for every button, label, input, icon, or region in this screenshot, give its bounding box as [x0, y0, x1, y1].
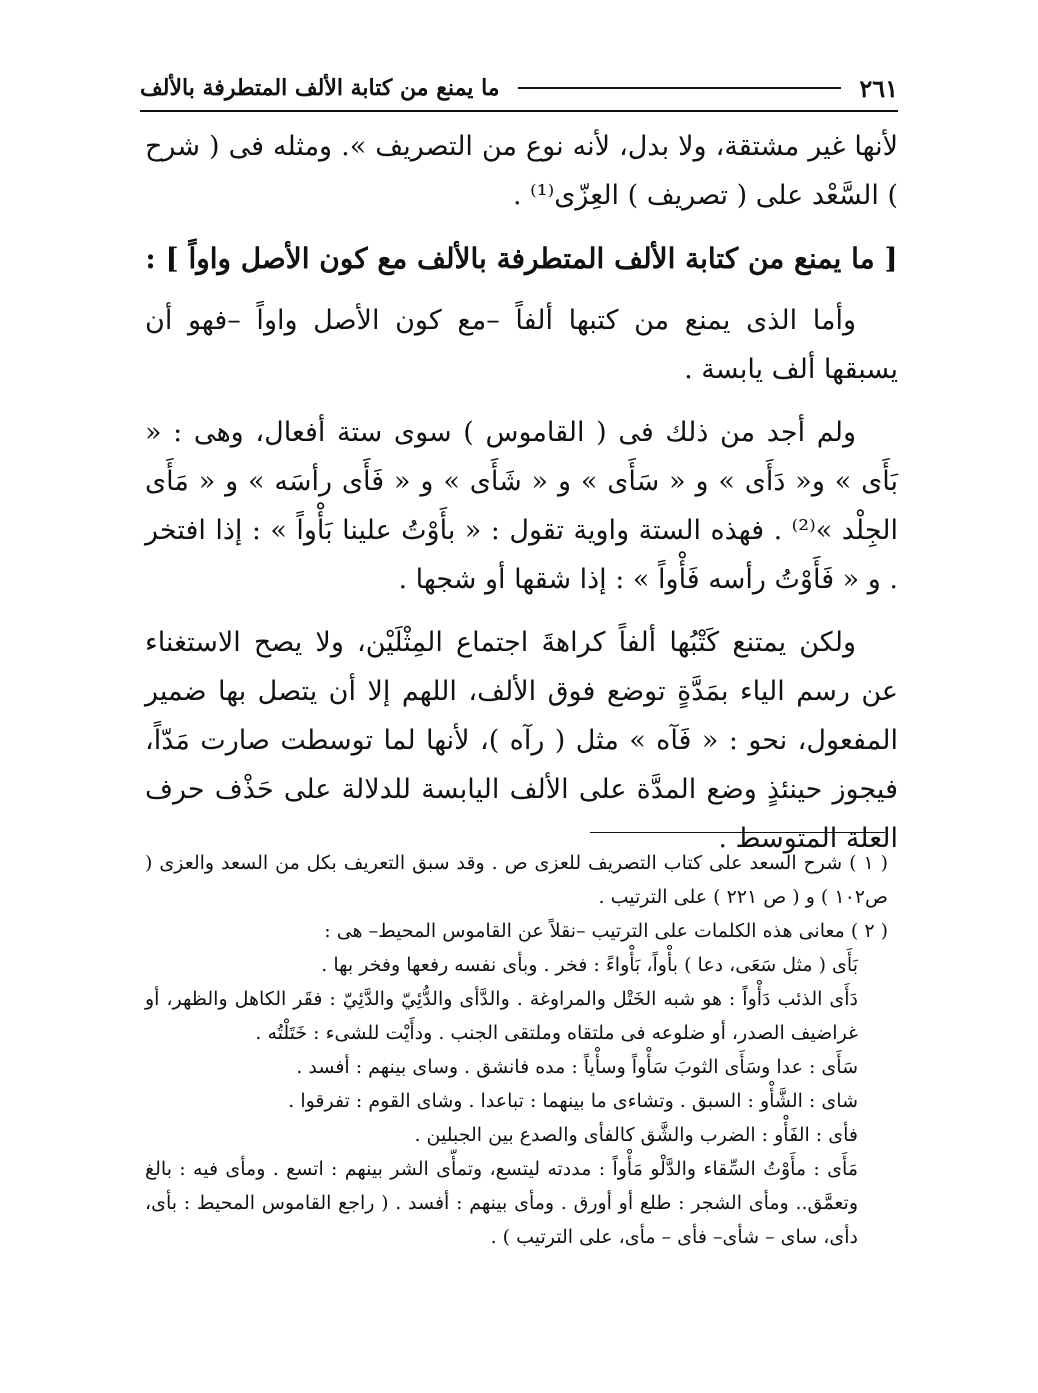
footnote-entry: بَأَى ( مثل سَعَى، دعا ) بأْواً، بَأْواءً : فخر . وبأى نفسه رفعها وفخر بها . — [321, 954, 858, 976]
footnotes — [145, 846, 888, 1254]
footnote-separator — [590, 832, 885, 833]
paragraph-1: لأنها غير مشتقة، ولا بدل، لأنه نوع من التصريف ». ومثله فى ( شرح ) السَّعْد على ( تصريف ) العِزّى⁽¹⁾ . — [145, 131, 898, 211]
section-heading: [ ما يمنع من كتابة الألف المتطرفة بالألف مع كون الأصل واواً ] : — [145, 242, 898, 275]
footnote-entry: شاى : الشَّأْو : السبق . وتشاءى ما بينهما : تباعدا . وشاى القوم : تفرقوا . — [288, 1090, 858, 1112]
footnote-entry: فأى : الفَأْو : الضرب والشَّق كالفأى والصدع بين الجبلين . — [414, 1124, 858, 1146]
footnote-2-intro: ( ٢ ) معانى هذه الكلمات على الترتيب –نقلاً عن القاموس المحيط– هى : — [324, 920, 888, 942]
paragraph-2: وأما الذى يمنع من كتبها ألفاً –مع كون الأصل واواً –فهو أن يسبقها ألف يابسة . — [145, 305, 898, 385]
footnote-entry: دَأَى الذئب دَأْواً : هو شبه الخَتْل والمراوغة . والدَّأى والدُّئِيّ والدَّئِيّ : فقَر الكاهل والظهر، أو غراضيف الصدر، أو ضلوعه فى ملتقاه وملتقى الجنب . ودأَيْت للشىء : خَتَلْتُه . — [145, 988, 858, 1044]
header-rule — [518, 87, 842, 89]
footnote-entry: سَأَى : عدا وسَأَى الثوبَ سَأْواً وسأْياً : مده فانشق . وساى بينهم : أفسد . — [296, 1056, 858, 1078]
running-title: ما يمنع من كتابة الألف المتطرفة بالألف — [140, 75, 500, 101]
footnote-1: ( ١ ) شرح السعد على كتاب التصريف للعزى ص . وقد سبق التعريف بكل من السعد والعزى ( ص١٠٢ ) و ( ص ٢٢١ ) على الترتيب . — [145, 852, 889, 908]
paragraph-4: ولكن يمتنع كَتْبُها ألفاً كراهةَ اجتماع المِثْلَيْن، ولا يصح الاستغناء عن رسم الياء بمَدَّةٍ توضع فوق الألف، اللهم إلا أن يتصل بها ضمير المفعول، نحو : « فَآه » مثل ( رآه )، لأنها لما توسطت صارت مَدّاً، فيجوز حينئذٍ وضع المدَّة على الألف اليابسة للدلالة على حَذْف حرف العلة المتوسط . — [145, 627, 898, 854]
footnote-entry: مَأَى : مأَوْتُ السِّقاء والدَّلْو مَأْواً : مددته ليتسع، وتمأّى الشر بينهم : اتسع . ومأى فيه : بالغ وتعمَّق.. ومأى الشجر : طلع أو أورق . ومأى بينهم : أفسد . ( راجع القاموس المحيط : بأى، دأى، ساى – شأى– فأى – مأى، على الترتيب ) . — [145, 1158, 858, 1248]
page-number: ٢٦١ — [859, 73, 898, 103]
page-header — [140, 66, 898, 112]
main-text — [145, 122, 898, 877]
paragraph-3: ولم أجد من ذلك فى ( القاموس ) سوى ستة أفعال، وهى : « بَأَى » و« دَأَى » و « سَأَى » و « شَأَى » و « فَأَى رأسَه » و « مَأَى الجِلْد »⁽²⁾ . فهذه الستة واوية تقول : « بأَوْتُ علينا بَأْواً » : إذا افتخر . و « فَأَوْتُ رأسه فَأْواً » : إذا شقها أو شجها . — [145, 417, 898, 595]
